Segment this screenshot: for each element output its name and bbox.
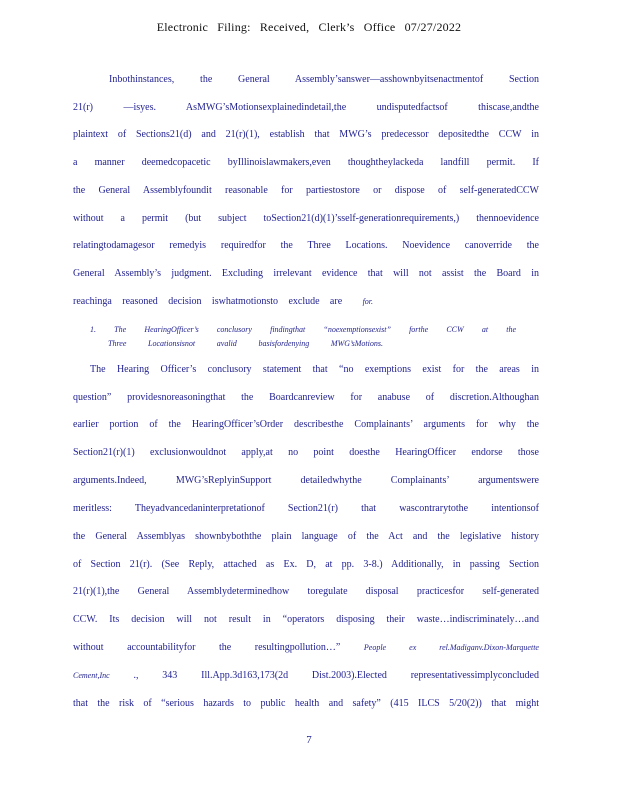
text-line: earlier portion of the HearingOfficer’sOrder describesthe Complainants’ arguments for why the: [73, 419, 539, 430]
text-line: plaintext of Sections21(d) and 21(r)(1), establish that MWG’s predecessor depositedthe CCW in: [73, 129, 539, 140]
text-line: of Section 21(r). (See Reply, attached as Ex. D, at pp. 3-8.) Additionally, in passing Section: [73, 559, 539, 570]
italic-text: for.: [362, 297, 374, 306]
text-line: General Assembly’s judgment. Excluding irrelevant evidence that will not assist the Board in: [73, 268, 539, 279]
text-line: relatingtodamagesor remedyis requiredfor the Three Locations. Noevidence canoverride the: [73, 240, 539, 251]
text-line: The Hearing Officer’s conclusory statement that “no exemptions exist for the areas in: [90, 364, 539, 375]
heading-line: 1. The HearingOfficer’s conclusory findingthat “noexemptionsexist” forthe CCW at the: [90, 325, 516, 334]
filing-stamp-header: Electronic Filing: Received, Clerk’s Office 07/27/2022: [156, 20, 462, 34]
case-citation: Cement,Inc: [73, 671, 110, 680]
text-line: 21(r)(1),the General Assemblydeterminedhow toregulate disposal practicesfor self-generated: [73, 586, 539, 597]
text-line: CCW. Its decision will not result in “operators disposing their waste…indiscriminately…and: [73, 614, 539, 625]
text-line: meritless: Theyadvancedaninterpretationof Section21(r) that wascontrarytothe intentionsof: [73, 503, 539, 514]
text-line: a manner deemedcopacetic byIllinoislawmakers,even thoughtheylackeda landfill permit. If: [73, 157, 539, 168]
citation-line: [73, 670, 539, 681]
case-citation: People ex rel.Madiganv.Dixon-Marquette: [363, 643, 539, 652]
page-number: 7: [306, 734, 312, 746]
text-line: question” providesnoreasoningthat the Boardcanreview for anabuse of discretion.Althoughan: [73, 392, 539, 403]
text-line: Inbothinstances, the General Assembly’sanswer—asshownbyitsenactmentof Section: [109, 74, 539, 85]
text-line: the General Assemblyfoundit reasonable for partiestostore or dispose of self-generatedCCW: [73, 185, 539, 196]
text-span: ., 343 Ill.App.3d163,173(2d Dist.2003).Elected representativessimplyconcluded: [133, 670, 539, 681]
text-line: arguments.Indeed, MWG’sReplyinSupport detailedwhythe Complainants’ argumentswere: [73, 475, 539, 486]
text-span: reachinga reasoned decision iswhatmotionsto exclude are: [73, 296, 343, 307]
text-line: the General Assemblyas shownbyboththe plain language of the Act and the legislative history: [73, 531, 539, 542]
text-line: that the risk of “serious hazards to public health and safety” (415 ILCS 5/20(2)) that might: [73, 698, 539, 709]
text-line: 21(r) —isyes. AsMWG’sMotionsexplainedindetail,the undisputedfactsof thiscase,andthe: [73, 102, 539, 113]
heading-line: Three Locationsisnot avalid basisfordenying MWG’sMotions.: [108, 339, 383, 348]
citation-line: [73, 642, 539, 653]
text-line: without a permit (but subject toSection21(d)(1)’sself-generationrequirements,) thennoevidence: [73, 213, 539, 224]
text-line: Section21(r)(1) exclusionwouldnot apply,at no point doesthe HearingOfficer endorse those: [73, 447, 539, 458]
text-span: without accountabilityfor the resultingpollution…”: [73, 642, 341, 653]
text-line-last: [73, 296, 373, 307]
